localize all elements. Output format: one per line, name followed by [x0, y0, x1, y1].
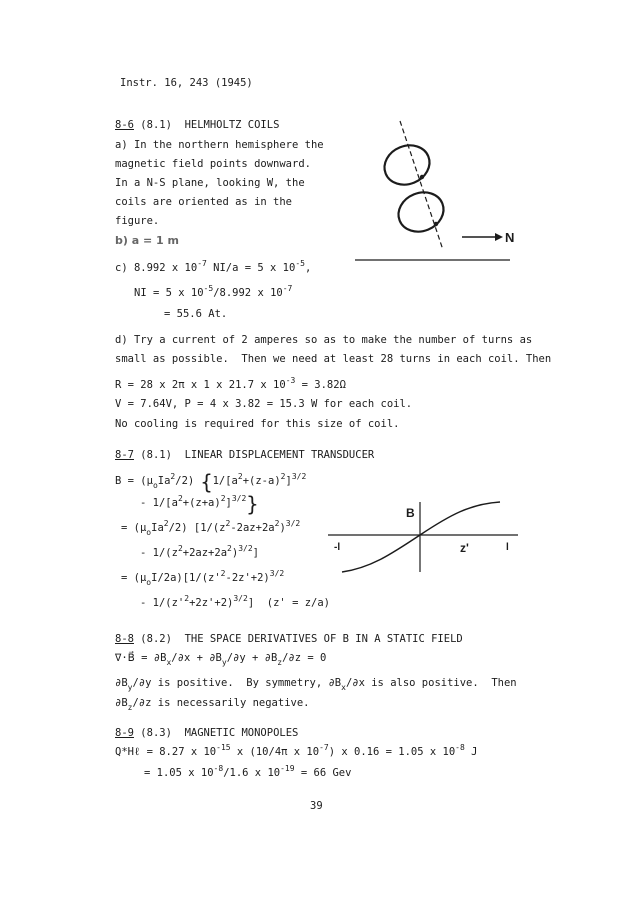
answer-d-line-2: small as possible. Then we need at least 28 turns in each coil. Then	[115, 353, 552, 365]
answer-c-line-3: = 55.6 At.	[164, 308, 228, 320]
equation-line-2: - $1/[a^2+(z+a)^2]^{3/2}$}	[140, 492, 259, 516]
north-arrow-head	[495, 233, 503, 241]
z-axis-label: z'	[460, 541, 469, 555]
upper-coil-center-dot	[420, 175, 424, 179]
lower-coil	[393, 186, 450, 238]
equation-line-4: - $1/(z^2+2az+2a^2)^{3/2}$]	[140, 544, 259, 559]
answer-a-line-1: a) In the northern hemisphere the	[115, 139, 324, 151]
minus-l-label: -l	[334, 542, 341, 553]
divergence-equation: ∇·B⃗ = $\partial B_x/\partial x + \partial B_y/\partial y + \partial B_z/\partial z = 0$	[115, 652, 327, 667]
answer-b: b) a = 1 m	[115, 234, 179, 247]
section-ref: (8.1)	[140, 119, 172, 131]
transducer-graph	[320, 500, 520, 580]
problem-8-9-heading: 8-9 (8.3) MAGNETIC MONOPOLES	[115, 727, 299, 739]
field-curve	[342, 502, 500, 572]
problem-8-7-heading: 8-7 (8.1) LINEAR DISPLACEMENT TRANSDUCER	[115, 449, 375, 461]
lower-coil-center-dot	[434, 222, 438, 226]
problem-number: 8-6	[115, 119, 134, 131]
answer-c-line-1: c) 8.992 x $10^{-7}$ NI/a = 5 x $10^{-5}$,	[115, 259, 312, 274]
answer-a-line-2: magnetic field points downward.	[115, 158, 311, 170]
helmholtz-coils-figure	[345, 115, 515, 265]
north-label: N	[505, 230, 515, 245]
answer-a-line-5: figure.	[115, 215, 160, 227]
monopole-energy-line: Q*Hℓ = 8.27 x $10^{-15}$ x (10/4π x $10^{-7}$) x 0.16 = 1.05 x $10^{-8}$ J	[115, 743, 478, 758]
answer-a-line-4: coils are oriented as in the	[115, 196, 293, 208]
page-number: 39	[310, 800, 323, 812]
cooling-line: No cooling is required for this size of coil.	[115, 418, 400, 430]
equation-line-6: - $1/(z'^2+2z'+2)^{3/2}$] (z' = z/a)	[140, 594, 330, 609]
equation-line-1: $B = (\mu_oIa^2/2)$ {$1/[a^2+(z-a)^2]^{3/2}$	[115, 470, 307, 494]
answer-c-line-2: NI = 5 x $10^{-5}/8.992$ x $10^{-7}$	[134, 284, 293, 299]
problem-8-8-heading: 8-8 (8.2) THE SPACE DERIVATIVES OF B IN A STATIC FIELD	[115, 633, 463, 645]
voltage-power-line: V = 7.64V, P = 4 x 3.82 = 15.3 W for each coil.	[115, 398, 413, 410]
plus-l-label: l	[506, 542, 509, 553]
equation-line-3: = $(\mu_oIa^2/2)$ [$1/(z^2-2az+2a^2)^{3/2}$	[121, 519, 301, 537]
top-reference: Instr. 16, 243 (1945)	[120, 77, 253, 89]
derivative-line-1: $\partial B_y/\partial y$ is positive. By symmetry, $\partial B_x/\partial x$ is also positive. Then	[115, 677, 517, 692]
problem-title: HELMHOLTZ COILS	[184, 119, 280, 131]
monopole-energy-gev-line: = 1.05 x $10^{-8}/1.6$ x $10^{-19} = 66$ Gev	[144, 764, 352, 779]
derivative-line-2: $\partial B_z/\partial z$ is necessarily negative.	[115, 697, 310, 712]
b-axis-label: B	[406, 506, 415, 520]
upper-coil	[379, 139, 436, 191]
answer-d-line-1: d) Try a current of 2 amperes so as to make the number of turns as	[115, 334, 533, 346]
problem-8-6-heading	[115, 119, 279, 131]
equation-line-5: = $(\mu_oI/2a)[1/(z'^2-2z'+2)^{3/2}$	[121, 569, 285, 587]
answer-a-line-3: In a N-S plane, looking W, the	[115, 177, 305, 189]
resistance-line: R = 28 x 2π x 1 x 21.7 x $10^{-3} = 3.82\Omega$	[115, 376, 346, 391]
